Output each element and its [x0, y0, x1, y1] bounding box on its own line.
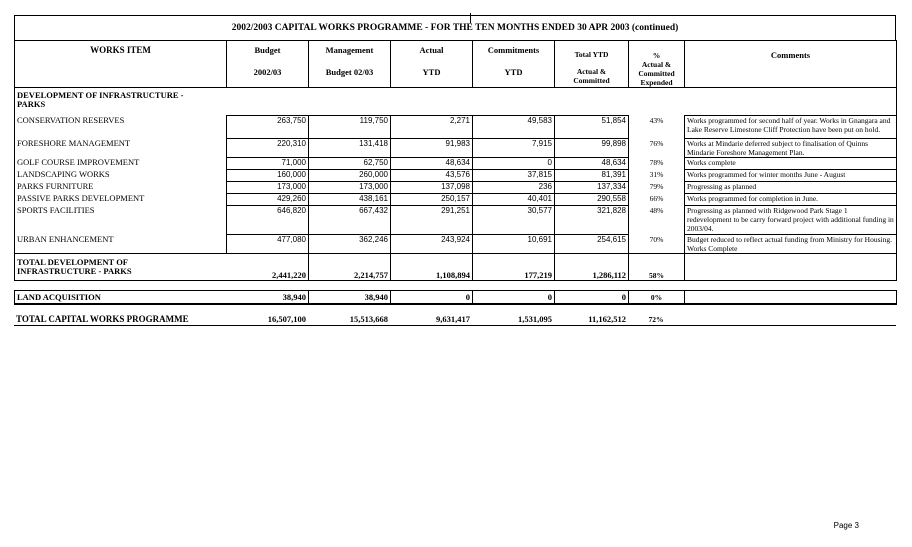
commitments-ytd-value: 10,691: [473, 235, 555, 254]
management-budget-value: 260,000: [309, 170, 391, 182]
works-table: [14, 40, 897, 254]
total-parks-comment: [685, 254, 897, 281]
grand-total-label: TOTAL CAPITAL WORKS PROGRAMME: [16, 313, 189, 324]
land-total: 0: [555, 291, 629, 305]
works-item-name: FORESHORE MANAGEMENT: [17, 137, 131, 148]
works-item-name: CONSERVATION RESERVES: [17, 114, 125, 125]
section-title-line1: DEVELOPMENT OF INFRASTRUCTURE -: [17, 90, 184, 100]
comment-text: Works complete: [685, 158, 897, 170]
actual-ytd-value: 250,157: [391, 194, 473, 206]
land-pct: 0%: [650, 292, 663, 302]
percent-expended-value: 79%: [629, 182, 685, 194]
header-actual: Actual YTD: [391, 41, 473, 88]
comment-text: Progressing as planned: [685, 182, 897, 194]
management-budget-value: 173,000: [309, 182, 391, 194]
commitments-ytd-value: 236: [473, 182, 555, 194]
header-total-ytd: Total YTD Actual & Committed: [555, 41, 629, 88]
header-tick-mark: [470, 13, 471, 23]
land-acquisition-table: [14, 290, 897, 305]
actual-ytd-value: 2,271: [391, 116, 473, 139]
table-row: [15, 182, 897, 194]
budget-value: 263,750: [227, 116, 309, 139]
management-budget-value: 667,432: [309, 206, 391, 235]
section-title-line2: PARKS: [17, 99, 46, 109]
percent-expended-value: 31%: [629, 170, 685, 182]
total-parks-row: [15, 254, 897, 281]
total-parks-table: [14, 254, 897, 281]
comment-text: Works programmed for winter months June - August: [685, 170, 897, 182]
total-ytd-value: 48,634: [555, 158, 629, 170]
grand-total-comment: [684, 313, 896, 326]
total-parks-commit: 177,219: [473, 254, 555, 281]
comment-text: Works programmed for second half of year. Works in Gnangara and Lake Reserve Limestone Cliff Protection have been put on hold.: [685, 116, 897, 139]
total-ytd-value: 137,334: [555, 182, 629, 194]
percent-expended-value: 48%: [629, 206, 685, 235]
works-item-name: LANDSCAPING WORKS: [17, 168, 110, 179]
actual-ytd-value: 137,098: [391, 182, 473, 194]
budget-value: 220,310: [227, 139, 309, 158]
management-budget-value: 362,246: [309, 235, 391, 254]
commitments-ytd-value: 49,583: [473, 116, 555, 139]
budget-value: 477,080: [227, 235, 309, 254]
percent-expended-value: 78%: [629, 158, 685, 170]
grand-total-actual: 9,631,417: [436, 313, 470, 324]
works-item-name: SPORTS FACILITIES: [17, 204, 95, 215]
grand-total-row: [14, 313, 896, 326]
table-row: [15, 158, 897, 170]
total-ytd-value: 321,828: [555, 206, 629, 235]
comment-text: Budget reduced to reflect actual funding from Ministry for Housing. Works Complete: [685, 235, 897, 254]
total-parks-mgmt: 2,214,757: [309, 254, 391, 281]
total-parks-pct: 58%: [649, 271, 664, 280]
total-ytd-value: 81,391: [555, 170, 629, 182]
total-ytd-value: 99,898: [555, 139, 629, 158]
works-item-name: GOLF COURSE IMPROVEMENT: [17, 156, 140, 167]
actual-ytd-value: 291,251: [391, 206, 473, 235]
management-budget-value: 62,750: [309, 158, 391, 170]
comment-text: Progressing as planned with Ridgewood Park Stage 1 redevelopment to be carry forward project with additional funding in 2003/04.: [685, 206, 897, 235]
management-budget-value: 119,750: [309, 116, 391, 139]
total-ytd-value: 290,558: [555, 194, 629, 206]
grand-total-table: [14, 313, 896, 326]
grand-total-mgmt: 15,513,668: [349, 313, 388, 324]
table-row: [15, 206, 897, 235]
total-parks-label-line1: TOTAL DEVELOPMENT OF: [17, 257, 128, 267]
header-works-item: WORKS ITEM: [15, 41, 227, 88]
comment-text: Works at Mindarie deferred subject to finalisation of Quinns Mindarie Foreshore Management Plan.: [685, 139, 897, 158]
header-comments: Comments: [685, 41, 897, 88]
total-ytd-value: 254,615: [555, 235, 629, 254]
commitments-ytd-value: 40,401: [473, 194, 555, 206]
grand-total-commit: 1,531,095: [518, 313, 552, 324]
section-heading-row: [15, 88, 897, 116]
header-commitments: Commitments YTD: [473, 41, 555, 88]
land-comment: [685, 291, 897, 305]
table-row: [15, 235, 897, 254]
report-title: 2002/2003 CAPITAL WORKS PROGRAMME - FOR THE TEN MONTHS ENDED 30 APR 2003 (continued): [14, 15, 896, 40]
total-parks-total: 1,286,112: [555, 254, 629, 281]
works-item-name: PASSIVE PARKS DEVELOPMENT: [17, 192, 145, 203]
total-parks-label-line2: INFRASTRUCTURE - PARKS: [17, 266, 132, 276]
capital-works-report: [14, 15, 896, 326]
total-parks-budget: 2,441,220: [227, 254, 309, 281]
actual-ytd-value: 43,576: [391, 170, 473, 182]
grand-total-budget: 16,507,100: [267, 313, 306, 324]
total-parks-actual: 1,108,894: [391, 254, 473, 281]
management-budget-value: 438,161: [309, 194, 391, 206]
table-row: [15, 139, 897, 158]
commitments-ytd-value: 0: [473, 158, 555, 170]
land-budget: 38,940: [227, 291, 309, 305]
grand-total-total: 11,162,512: [588, 313, 626, 324]
percent-expended-value: 43%: [629, 116, 685, 139]
commitments-ytd-value: 30,577: [473, 206, 555, 235]
land-commit: 0: [473, 291, 555, 305]
works-item-name: PARKS FURNITURE: [17, 180, 94, 191]
table-row: [15, 194, 897, 206]
budget-value: 71,000: [227, 158, 309, 170]
page-number: Page 3: [833, 521, 859, 530]
percent-expended-value: 70%: [629, 235, 685, 254]
header-budget: Budget 2002/03: [227, 41, 309, 88]
land-actual: 0: [391, 291, 473, 305]
actual-ytd-value: 243,924: [391, 235, 473, 254]
table-header-row: [15, 41, 897, 88]
total-ytd-value: 51,854: [555, 116, 629, 139]
budget-value: 429,260: [227, 194, 309, 206]
commitments-ytd-value: 7,915: [473, 139, 555, 158]
land-acquisition-row: [15, 291, 897, 305]
actual-ytd-value: 91,983: [391, 139, 473, 158]
grand-total-pct: 72%: [648, 314, 664, 324]
comment-text: Works programmed for completion in June.: [685, 194, 897, 206]
header-management-budget: Management Budget 02/03: [309, 41, 391, 88]
percent-expended-value: 76%: [629, 139, 685, 158]
table-row: [15, 170, 897, 182]
budget-value: 646,820: [227, 206, 309, 235]
budget-value: 160,000: [227, 170, 309, 182]
commitments-ytd-value: 37,815: [473, 170, 555, 182]
percent-expended-value: 66%: [629, 194, 685, 206]
header-percent-expended: % Actual & Committed Expended: [629, 41, 685, 88]
table-row: [15, 116, 897, 139]
land-label: LAND ACQUISITION: [17, 291, 101, 302]
land-mgmt: 38,940: [309, 291, 391, 305]
actual-ytd-value: 48,634: [391, 158, 473, 170]
budget-value: 173,000: [227, 182, 309, 194]
works-item-name: URBAN ENHANCEMENT: [17, 233, 114, 244]
management-budget-value: 131,418: [309, 139, 391, 158]
